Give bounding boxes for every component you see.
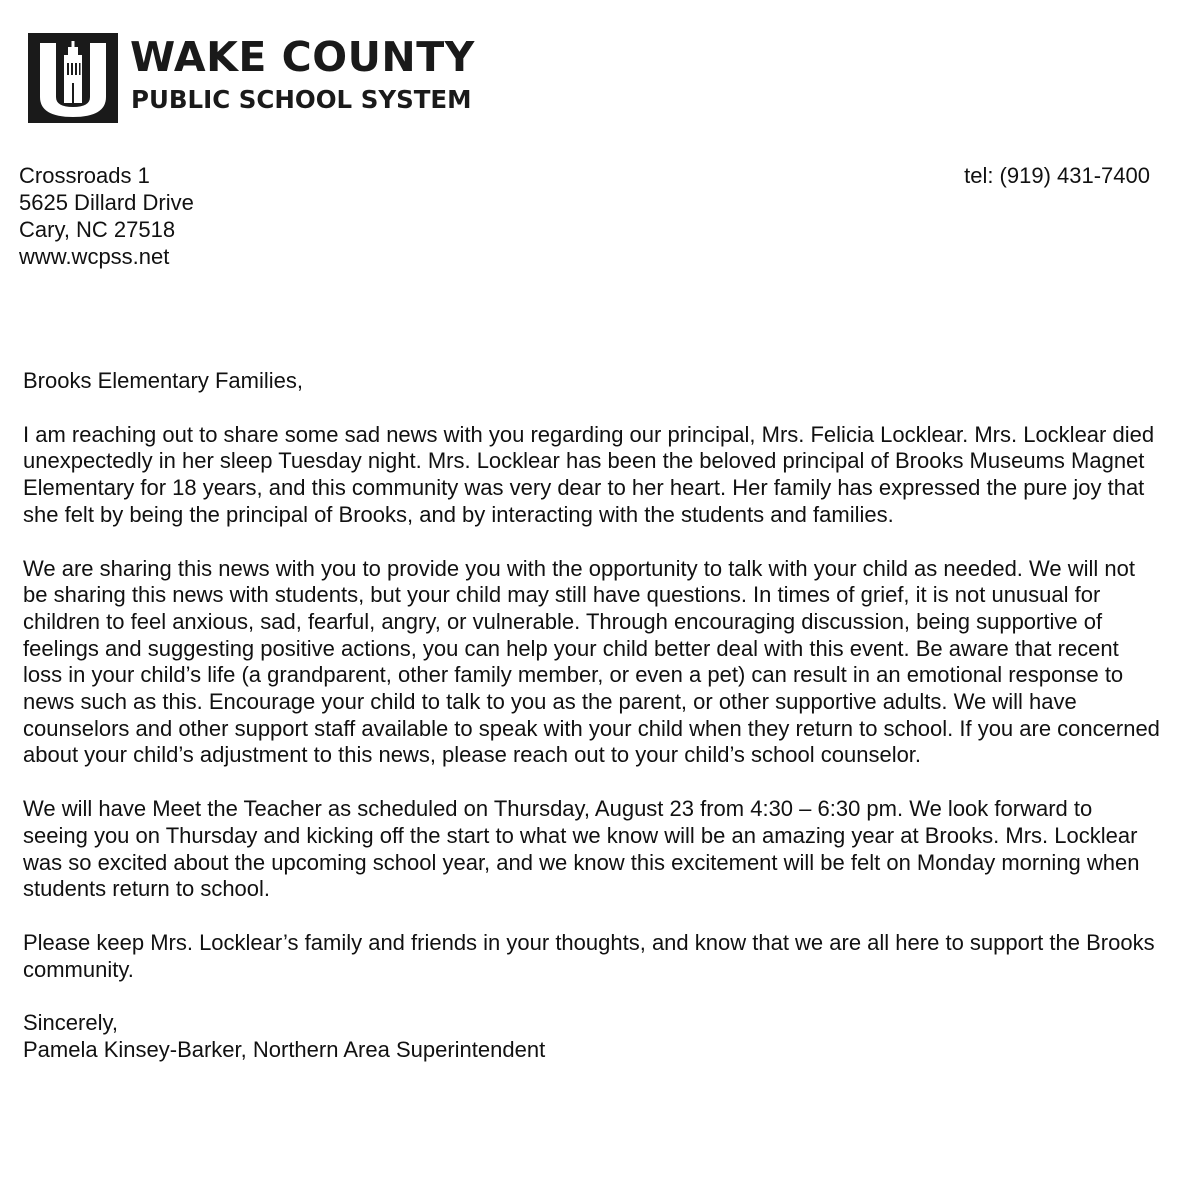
signature: Pamela Kinsey-Barker, Northern Area Superintendent <box>23 1037 546 1063</box>
telephone: tel: (919) 431-7400 <box>964 163 1150 188</box>
org-title: WAKE COUNTY <box>130 33 475 81</box>
letter-body <box>23 368 1163 1064</box>
paragraph-4: Please keep Mrs. Locklear’s family and friends in your thoughts, and know that we are all here to support the Brooks community. <box>23 929 1155 982</box>
salutation: Brooks Elementary Families, <box>23 368 303 393</box>
org-subtitle: PUBLIC SCHOOL SYSTEM <box>131 85 472 114</box>
school-building-logo-icon <box>28 33 118 123</box>
paragraph-2: We are sharing this news with you to provide you with the opportunity to talk with your child as needed. We will not be sharing this news with students, but your child may still have questions. In times of grief, it is not unusual for children to feel anxious, sad, fearful, angry, or vulnerable. Through encouraging discussion, being supportive of feelings and suggesting positive actions, you can help your child better deal with this event. Be aware that recent loss in your child’s life (a grandparent, other family member, or even a pet) can result in an emotional response to news such as this. Encourage your child to talk to you as the parent, or other supportive adults. We will have counselors and other support staff available to speak with your child when they return to school. If you are concerned about your child’s adjustment to this news, please reach out to your child’s school counselor. <box>23 555 1160 768</box>
paragraph-3: We will have Meet the Teacher as scheduled on Thursday, August 23 from 4:30 – 6:30 pm. We look forward to seeing you on Thursday and kicking off the start to what we know will be an amazing year at Brooks. Mrs. Locklear was so excited about the upcoming school year, and we know this excitement will be felt on Monday morning when students return to school. <box>23 796 1140 902</box>
wcpss-logo <box>28 33 475 125</box>
website-url: www.wcpss.net <box>19 244 170 269</box>
address-line-2: 5625 Dillard Drive <box>19 190 194 215</box>
closing: Sincerely, <box>23 1010 118 1036</box>
address-block <box>19 162 194 270</box>
paragraph-1: I am reaching out to share some sad news with you regarding our principal, Mrs. Felicia Locklear. Mrs. Locklear died unexpectedly in her sleep Tuesday night. Mrs. Locklear has been the beloved principal of Brooks Museums Magnet Elementary for 18 years, and this community was very dear to her heart. Her family has expressed the pure joy that she felt by being the principal of Brooks, and by interacting with the students and families. <box>23 421 1155 527</box>
address-line-3: Cary, NC 27518 <box>19 217 176 242</box>
address-line-1: Crossroads 1 <box>19 163 150 188</box>
